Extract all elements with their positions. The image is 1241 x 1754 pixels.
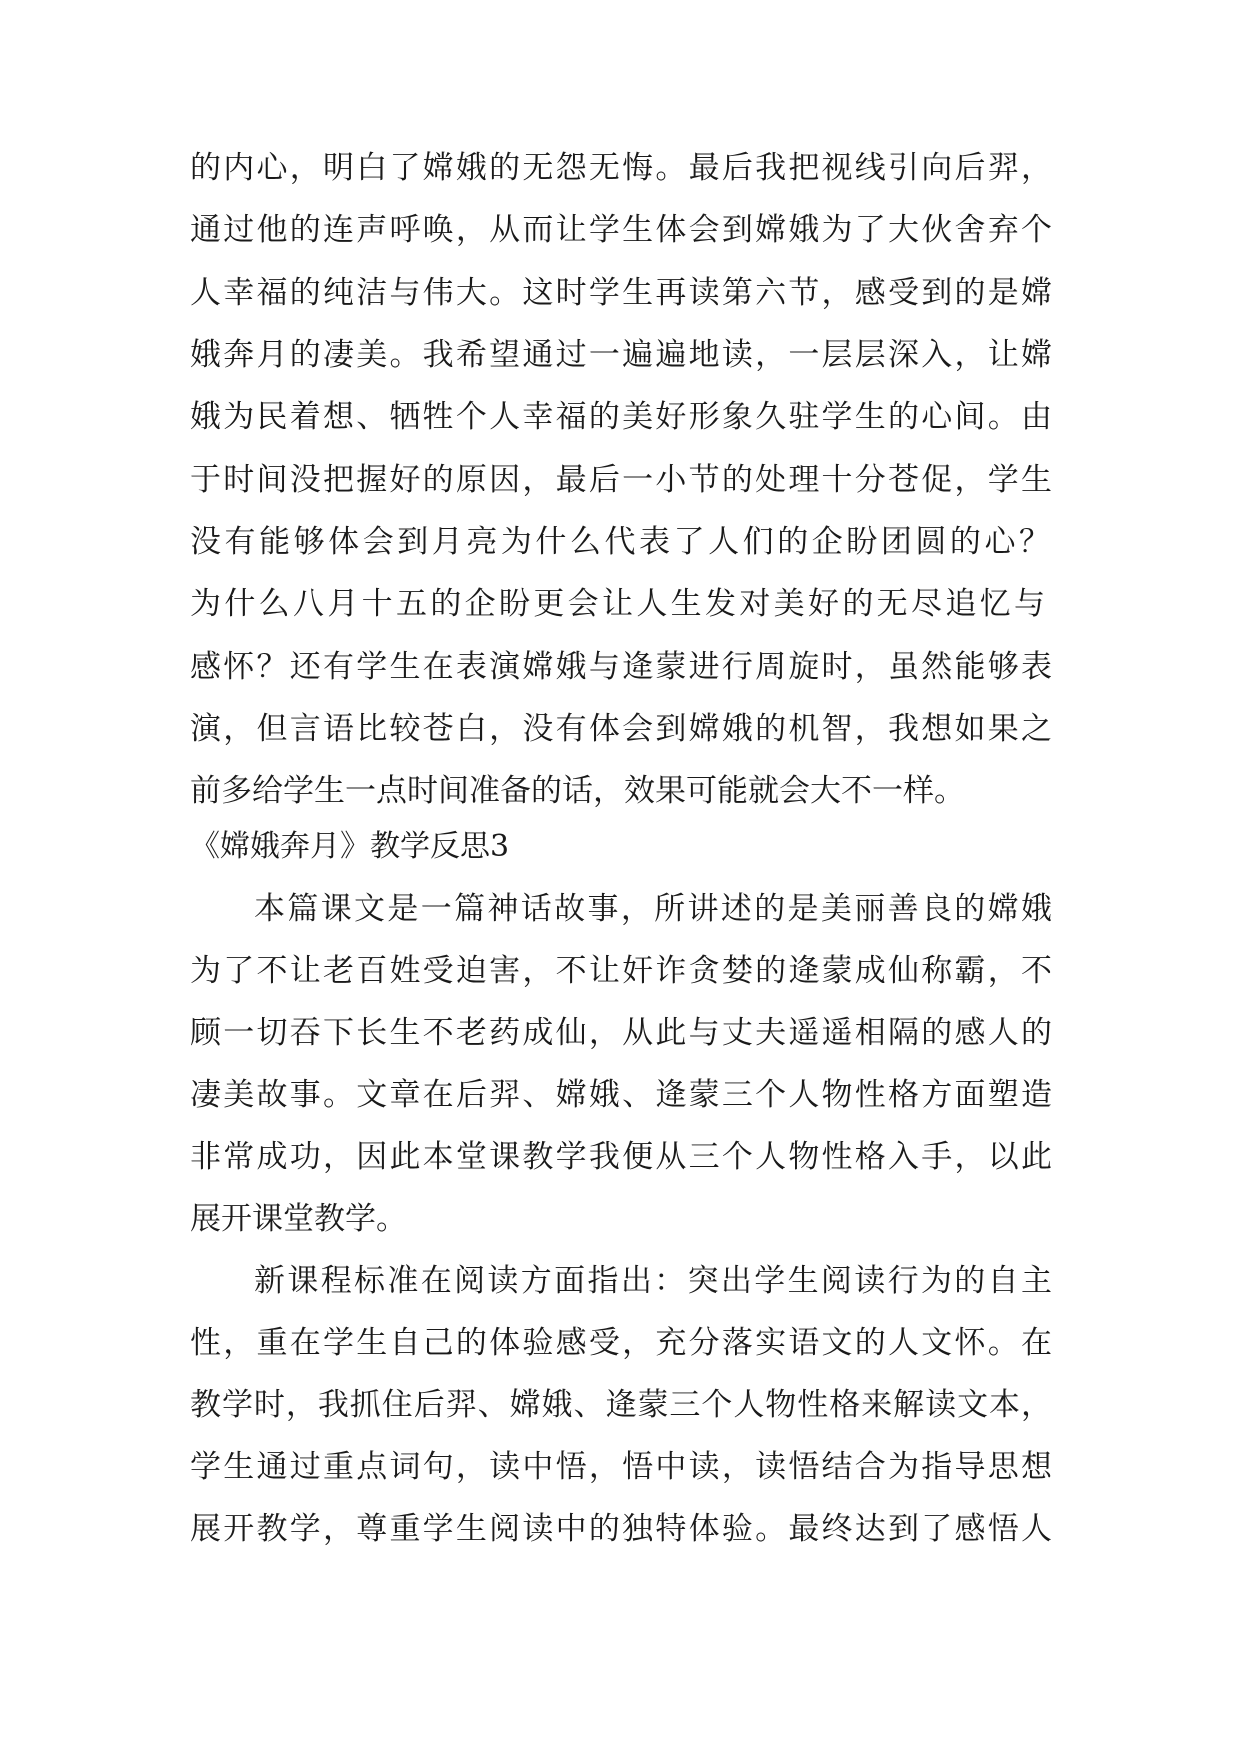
section-heading: 《嫦娥奔月》教学反思3 — [190, 829, 510, 864]
text-line: 娥为民着想、牺牲个人幸福的美好形象久驻学生的心间。由 — [190, 399, 1052, 435]
text-line: 新课程标准在阅读方面指出：突出学生阅读行为的自主 — [254, 1263, 1052, 1299]
text-line: 顾一切吞下长生不老药成仙，从此与丈夫遥遥相隔的感人的 — [190, 1015, 1052, 1051]
text-line: 为什么八月十五的企盼更会让人生发对美好的无尽追忆与 — [190, 586, 1045, 622]
text-line: 为了不让老百姓受迫害，不让奸诈贪婪的逄蒙成仙称霸，不 — [190, 953, 1052, 989]
text-line: 感怀？还有学生在表演嫦娥与逄蒙进行周旋时，虽然能够表 — [190, 649, 1052, 685]
text-line: 凄美故事。文章在后羿、嫦娥、逄蒙三个人物性格方面塑造 — [190, 1077, 1052, 1113]
text-line: 没有能够体会到月亮为什么代表了人们的企盼团圆的心？ — [190, 524, 1050, 560]
text-line: 的内心，明白了嫦娥的无怨无悔。最后我把视线引向后羿， — [190, 150, 1052, 186]
text-line: 学生通过重点词句，读中悟，悟中读，读悟结合为指导思想 — [190, 1449, 1052, 1485]
text-line: 非常成功，因此本堂课教学我便从三个人物性格入手，以此 — [190, 1139, 1052, 1175]
text-line: 演，但言语比较苍白，没有体会到嫦娥的机智，我想如果之 — [190, 711, 1052, 747]
text-line: 本篇课文是一篇神话故事，所讲述的是美丽善良的嫦娥 — [254, 891, 1052, 927]
text-line: 人幸福的纯洁与伟大。这时学生再读第六节，感受到的是嫦 — [190, 275, 1052, 311]
text-line: 展开教学，尊重学生阅读中的独特体验。最终达到了感悟人 — [190, 1511, 1052, 1547]
text-line: 娥奔月的凄美。我希望通过一遍遍地读，一层层深入，让嫦 — [190, 337, 1052, 373]
text-line: 前多给学生一点时间准备的话，效果可能就会大不一样。 — [190, 773, 965, 809]
text-line: 通过他的连声呼唤，从而让学生体会到嫦娥为了大伙舍弃个 — [190, 212, 1052, 248]
text-line: 展开课堂教学。 — [190, 1201, 407, 1237]
text-line: 于时间没把握好的原因，最后一小节的处理十分苍促，学生 — [190, 462, 1052, 498]
text-line: 教学时，我抓住后羿、嫦娥、逄蒙三个人物性格来解读文本， — [190, 1387, 1052, 1423]
text-line: 性，重在学生自己的体验感受，充分落实语文的人文怀。在 — [190, 1325, 1052, 1361]
